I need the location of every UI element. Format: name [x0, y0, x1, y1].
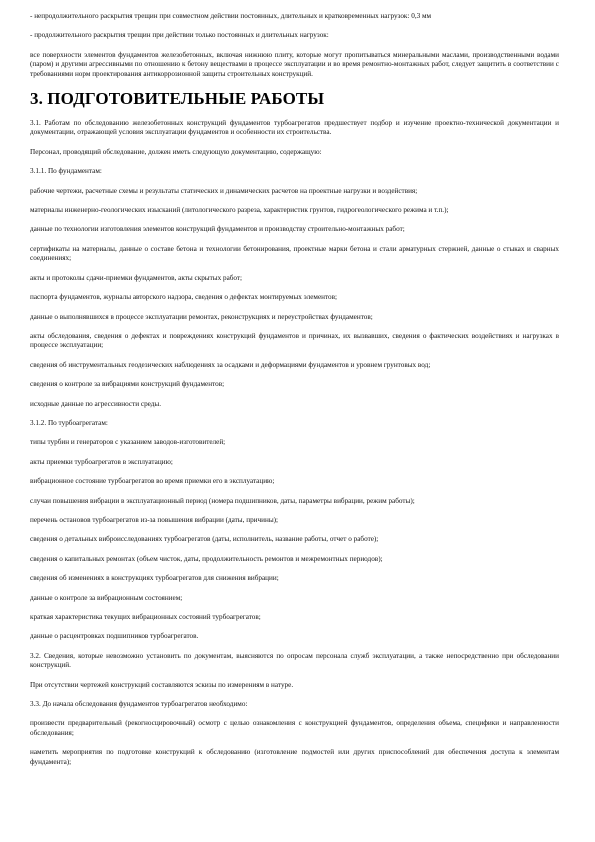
paragraph: 3.1. Работам по обследованию железобетонных конструкций фундаментов турбоагрегатов предшествует подбор и изучение проектно-технической документации и документации, отражающей условия эксплуатации фундаментов и особенности их строительства. — [30, 119, 559, 137]
paragraph: сертификаты на материалы, данные о составе бетона и технологии бетонирования, проектные марки бетона и стали арматурных стержней, данные о стыках и сварных соединениях; — [30, 244, 559, 263]
paragraph: произвести предварительный (рекогносцировочный) осмотр с целью ознакомления с конструкцией фундаментов, определения объема, специфики и направленности обследования; — [30, 719, 559, 737]
paragraph: сведения о детальных виброисследованиях турбоагрегатов (даты, исполнитель, название работы, отчет о работе); — [30, 535, 379, 544]
paragraph: сведения об изменениях в конструкциях турбоагрегатов для снижения вибрации; — [30, 574, 279, 583]
paragraph: 3.1.1. По фундаментам: — [30, 167, 102, 176]
paragraph: данные по технологии изготовления элементов конструкций фундаментов и производству строительно-монтажных работ; — [30, 225, 405, 234]
paragraph: акты и протоколы сдачи-приемки фундаментов, акты скрытых работ; — [30, 273, 243, 282]
paragraph: материалы инженерно-геологических изысканий (литологического разреза, характеристик грунтов, гидрогеологического режима и т.п.); — [30, 206, 449, 215]
paragraph: 3.3. До начала обследования фундаментов турбоагрегатов необходимо: — [30, 700, 248, 709]
paragraph: все поверхности элементов фундаментов железобетонных, включая нижнюю плиту, которые могут пропитываться минеральными маслами, производственными водами (паром) и другими агрессивными по отношению к бетону веществами в процессе эксплуатации и во время ремонтно-монтажных работ, следует защитить в соответствии с требованиями норм проектирования антикоррозионной защиты строительных конструкций. — [30, 50, 559, 78]
paragraph: При отсутствии чертежей конструкций составляются эскизы по измерениям в натуре. — [30, 680, 294, 689]
paragraph: исходные данные по агрессивности среды. — [30, 399, 162, 408]
paragraph: сведения о контроле за вибрациями конструкций фундаментов; — [30, 380, 225, 389]
paragraph: акты приемки турбоагрегатов в эксплуатацию; — [30, 457, 173, 466]
section-heading: 3. ПОДГОТОВИТЕЛЬНЫЕ РАБОТЫ — [30, 89, 325, 109]
paragraph: акты обследования, сведения о дефектах и повреждениях конструкций фундаментов и причинах, их вызвавших, сведения о фактических воздействиях и нагрузках в процессе эксплуатации; — [30, 331, 559, 350]
paragraph: сведения о капитальных ремонтах (объем чисток, даты, продолжительность ремонтов и межремонтных периодов); — [30, 554, 383, 563]
paragraph: случаи повышения вибрации в эксплуатационный период (номера подшипников, даты, параметры вибрации, режим работы); — [30, 496, 415, 505]
section-body — [30, 119, 559, 767]
paragraph: данные о контроле за вибрационным состоянием; — [30, 593, 183, 602]
paragraph: вибрационное состояние турбоагрегатов во время приемки его в эксплуатацию; — [30, 477, 275, 486]
paragraph: Персонал, проводящий обследование, должен иметь следующую документацию, содержащую: — [30, 147, 322, 156]
paragraph: рабочие чертежи, расчетные схемы и результаты статических и динамических расчетов на проектные нагрузки и воздействия; — [30, 186, 418, 195]
paragraph: - непродолжительного раскрытия трещин при совместном действии постоянных, длительных и кратковременных нагрузок: 0,3 мм — [30, 12, 432, 20]
paragraph: 3.1.2. По турбоагрегатам: — [30, 418, 108, 427]
paragraph: краткая характеристика текущих вибрационных состояний турбоагрегатов; — [30, 613, 261, 621]
paragraph: сведения об инструментальных геодезических наблюдениях за осадками и деформациями фундаментов и уровнем грунтовых вод; — [30, 360, 431, 369]
paragraph: типы турбин и генераторов с указанием заводов-изготовителей; — [30, 438, 226, 447]
paragraph: перечень остановов турбоагрегатов из-за повышения вибрации (даты, причины); — [30, 515, 279, 524]
paragraph: наметить мероприятия по подготовке конструкций к обследованию (изготовление подмостей или других приспособлений для обеспечения доступа к элементам фундамента); — [30, 748, 559, 766]
paragraph: паспорта фундаментов, журналы авторского надзора, сведения о дефектах монтируемых элементов; — [30, 293, 338, 302]
paragraph: данные о расцентровках подшипников турбоагрегатов. — [30, 632, 199, 641]
paragraph: данные о выполнявшихся в процессе эксплуатации ремонтах, реконструкциях и переустройствах фундаментов; — [30, 312, 373, 321]
paragraph: 3.2. Сведения, которые невозможно установить по документам, выясняются по опросам персонала служб эксплуатации, а также непосредственно при обследовании конструкций. — [30, 651, 559, 670]
paragraph: - продолжительного раскрытия трещин при действии только постоянных и длительных нагрузок: — [30, 31, 329, 40]
